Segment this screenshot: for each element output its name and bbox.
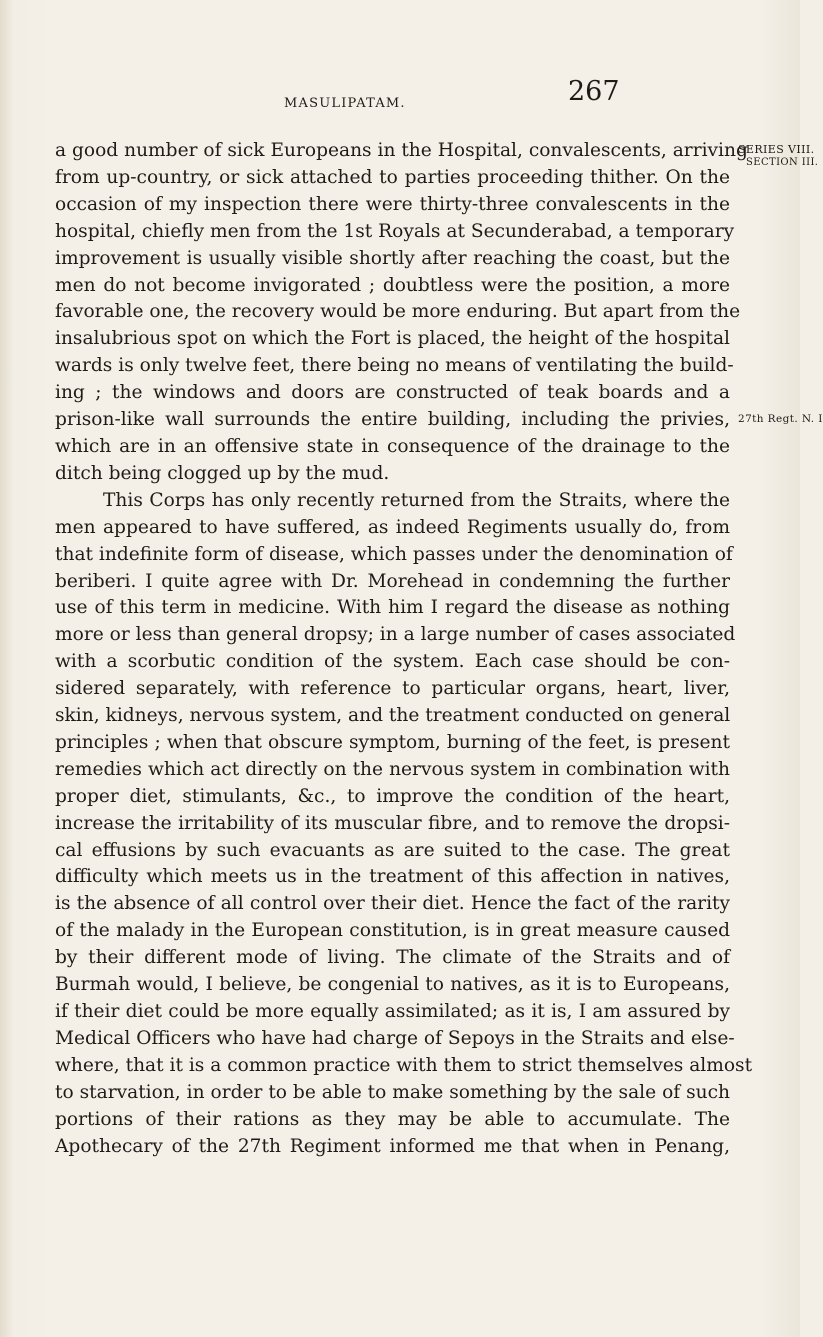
text-line: more or less than general dropsy; in a large number of cases associated (55, 624, 736, 646)
text-line-last: ditch being clogged up by the mud. (55, 462, 390, 484)
text-line: of the malady in the European constitution, is in great measure caused (55, 920, 730, 942)
text-line: Burmah would, I believe, be congenial to natives, as it is to Europeans, (55, 974, 730, 996)
text-line: remedies which act directly on the nervous system in combination with (55, 758, 730, 780)
text-line: where, that it is a common practice with them to strict themselves almost (55, 1054, 753, 1076)
page-header (0, 58, 800, 128)
page-number: 267 (568, 76, 620, 107)
text-line: prison-like wall surrounds the entire building, including the privies, (55, 409, 730, 431)
text-line: use of this term in medicine. With him I regard the disease as nothing (55, 597, 730, 619)
text-line: increase the irritability of its muscular fibre, and to remove the dropsi- (55, 812, 730, 834)
margin-note-regiment: 27th Regt. N. I (738, 413, 823, 425)
text-line: with a scorbutic condition of the system. Each case should be con- (55, 651, 730, 673)
text-line: improvement is usually visible shortly after reaching the coast, but the (55, 247, 730, 269)
text-line: is the absence of all control over their diet. Hence the fact of the rarity (55, 893, 730, 915)
margin-note-section: SECTION III. (746, 157, 819, 168)
text-line: Medical Officers who have had charge of Sepoys in the Straits and else- (55, 1027, 735, 1049)
text-line: sidered separately, with reference to particular organs, heart, liver, (55, 678, 730, 700)
text-line: difficulty which meets us in the treatment of this affection in natives, (55, 866, 730, 888)
text-line: cal effusions by such evacuants as are suited to the case. The great (55, 839, 730, 861)
text-line: hospital, chiefly men from the 1st Royals at Secunderabad, a temporary (55, 220, 735, 242)
text-line: principles ; when that obscure symptom, burning of the feet, is present (55, 731, 730, 753)
text-line: by their different mode of living. The climate of the Straits and of (55, 947, 730, 969)
paragraph-1 (55, 138, 748, 488)
running-head: MASULIPATAM. (284, 96, 406, 111)
text-line: from up-country, or sick attached to parties proceeding thither. On the (55, 166, 730, 188)
text-line: to starvation, in order to be able to make something by the sale of such (55, 1081, 730, 1103)
text-line: men appeared to have suffered, as indeed Regiments usually do, from (55, 516, 730, 538)
text-line: which are in an offensive state in consequence of the drainage to the (55, 435, 730, 457)
text-line: occasion of my inspection there were thirty-three convalescents in the (55, 193, 730, 215)
text-line: This Corps has only recently returned from the Straits, where the (103, 489, 730, 511)
text-line: portions of their rations as they may be able to accumulate. The (55, 1108, 730, 1130)
text-line: insalubrious spot on which the Fort is placed, the height of the hospital (55, 328, 730, 350)
text-line: favorable one, the recovery would be more enduring. But apart from the (55, 301, 741, 323)
text-line: Apothecary of the 27th Regiment informed me that when in Penang, (55, 1135, 730, 1157)
text-line: ing ; the windows and doors are constructed of teak boards and a (55, 382, 730, 404)
text-line: that indefinite form of disease, which passes under the denomination of (55, 543, 733, 565)
margin-note-series: SERIES VIII. (738, 143, 815, 156)
text-line: beriberi. I quite agree with Dr. Morehead in condemning the further (55, 570, 730, 592)
text-line: proper diet, stimulants, &c., to improve the condition of the heart, (55, 785, 730, 807)
body-text (55, 138, 753, 1160)
text-line: men do not become invigorated ; doubtless were the position, a more (55, 274, 730, 296)
text-line: a good number of sick Europeans in the Hospital, convalescents, arriving (55, 140, 748, 161)
text-line: wards is only twelve feet, there being no means of ventilating the build- (55, 355, 734, 377)
paragraph-2 (55, 488, 753, 1161)
text-line: if their diet could be more equally assimilated; as it is, I am assured by (55, 1001, 730, 1022)
text-line: skin, kidneys, nervous system, and the treatment conducted on general (55, 705, 731, 727)
